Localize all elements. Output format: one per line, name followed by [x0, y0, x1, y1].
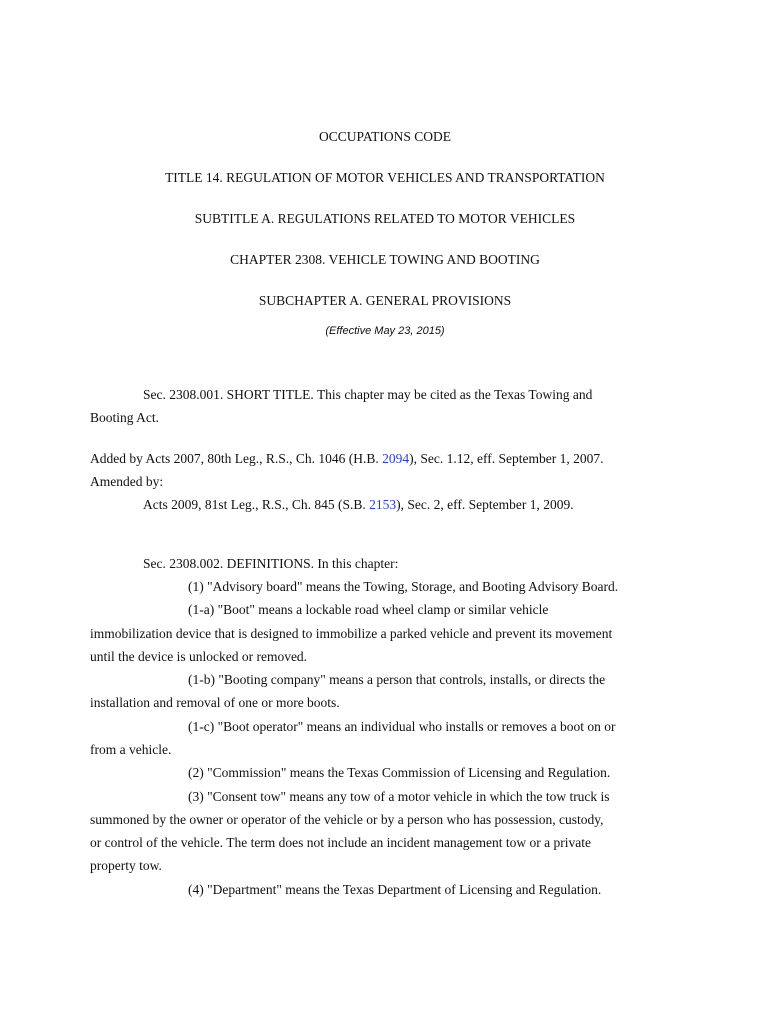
history-line-3	[143, 497, 574, 513]
chapter-heading: CHAPTER 2308. VEHICLE TOWING AND BOOTING	[230, 252, 540, 267]
definition-1a-line-3: until the device is unlocked or removed.	[90, 649, 308, 664]
subchapter-heading: SUBCHAPTER A. GENERAL PROVISIONS	[258, 293, 512, 308]
definition-1c-line-1: (1-c) "Boot operator" means an individual who installs or removes a boot on or	[188, 719, 616, 734]
definition-1a-line-2: immobilization device that is designed to immobilize a parked vehicle and prevent its movement	[90, 626, 613, 641]
definition-1a-line-1: (1-a) "Boot" means a lockable road wheel clamp or similar vehicle	[188, 602, 549, 617]
sec-001-line-1: Sec. 2308.001. SHORT TITLE. This chapter may be cited as the Texas Towing and	[143, 387, 593, 402]
title-heading: TITLE 14. REGULATION OF MOTOR VEHICLES AND TRANSPORTATION	[165, 170, 605, 185]
definition-3-line-3: or control of the vehicle. The term does not include an incident management tow or a private	[90, 835, 591, 850]
sec-001-line-2: Booting Act.	[90, 410, 160, 425]
definition-1: (1) "Advisory board" means the Towing, Storage, and Booting Advisory Board.	[188, 579, 619, 594]
code-heading: OCCUPATIONS CODE	[319, 129, 451, 144]
definition-3-line-4: property tow.	[90, 858, 162, 873]
history-text: Added by Acts 2007, 80th Leg., R.S., Ch. 1046 (H.B.	[90, 451, 383, 466]
bill-link-hb-2094[interactable]: 2094	[382, 451, 410, 466]
definition-1c-line-2: from a vehicle.	[90, 742, 172, 757]
history-line-2: Amended by:	[90, 474, 164, 489]
bill-link-sb-2153[interactable]: 2153	[369, 497, 397, 512]
definition-3-line-1: (3) "Consent tow" means any tow of a motor vehicle in which the tow truck is	[188, 789, 610, 804]
definition-1b-line-2: installation and removal of one or more boots.	[90, 695, 340, 710]
history-text: ), Sec. 1.12, eff. September 1, 2007.	[409, 451, 604, 466]
history-text: Acts 2009, 81st Leg., R.S., Ch. 845 (S.B.	[143, 497, 370, 512]
definition-4: (4) "Department" means the Texas Department of Licensing and Regulation.	[188, 882, 602, 897]
sec-002-heading: Sec. 2308.002. DEFINITIONS. In this chapter:	[143, 556, 399, 571]
definition-1b-line-1: (1-b) "Booting company" means a person that controls, installs, or directs the	[188, 672, 606, 687]
effective-date: (Effective May 23, 2015)	[325, 325, 445, 337]
history-line-1	[90, 451, 603, 467]
subtitle-heading: SUBTITLE A. REGULATIONS RELATED TO MOTOR VEHICLES	[194, 211, 576, 226]
definition-2: (2) "Commission" means the Texas Commission of Licensing and Regulation.	[188, 765, 611, 780]
definition-3-line-2: summoned by the owner or operator of the vehicle or by a person who has possession, custody,	[90, 812, 604, 827]
history-text: ), Sec. 2, eff. September 1, 2009.	[396, 497, 574, 512]
